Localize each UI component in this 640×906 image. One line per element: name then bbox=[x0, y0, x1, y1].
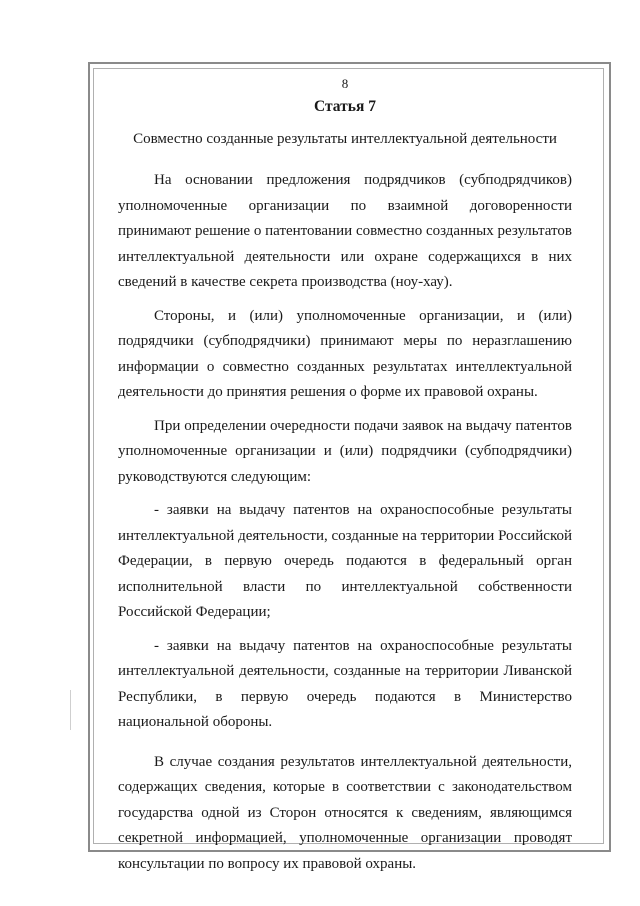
list-item-lebanon-filing: - заявки на выдачу патентов на охраноспособные результаты интеллектуальной деятельности, созданные на территории Ливанской Республики, в первую очередь подаются в Министерство национальной обороны. bbox=[118, 637, 572, 730]
paragraph-patenting-decision: На основании предложения подрядчиков (субподрядчиков) уполномоченные организации по взаимной договоренности принимают решение о патентовании совместно созданных результатов интеллектуальной деятельности или охране содержащихся в них сведений в качестве секрета производства (ноу-хау). bbox=[118, 172, 572, 290]
article-subtitle: Совместно созданные результаты интеллектуальной деятельности bbox=[133, 131, 557, 147]
paragraph-non-disclosure: Стороны, и (или) уполномоченные организации, и (или) подрядчики (субподрядчики) принимают меры по неразглашению информации о совместно созданных результатах интеллектуальной деятельности до принятия решения о форме их правовой охраны. bbox=[118, 307, 572, 400]
document-body bbox=[118, 76, 572, 885]
article-title: Статья 7 bbox=[314, 98, 376, 115]
page-number: 8 bbox=[341, 76, 349, 91]
list-item-russia-filing: - заявки на выдачу патентов на охраноспособные результаты интеллектуальной деятельности, созданные на территории Российской Федерации, в первую очередь подаются в федеральный орган исполнительной власти по интеллектуальной собственности Российской Федерации; bbox=[118, 502, 572, 620]
scan-edge-mark bbox=[70, 690, 71, 730]
paragraph-filing-order: При определении очередности подачи заявок на выдачу патентов уполномоченные организации и (или) подрядчики (субподрядчики) руководствуются следующим: bbox=[118, 417, 572, 485]
paragraph-secret-information: В случае создания результатов интеллектуальной деятельности, содержащих сведения, которые в соответствии с законодательством государства одной из Сторон относятся к сведениям, являющимся секретной информацией, уполномоченные организации проводят консультации по вопросу их правовой охраны. bbox=[118, 753, 572, 872]
